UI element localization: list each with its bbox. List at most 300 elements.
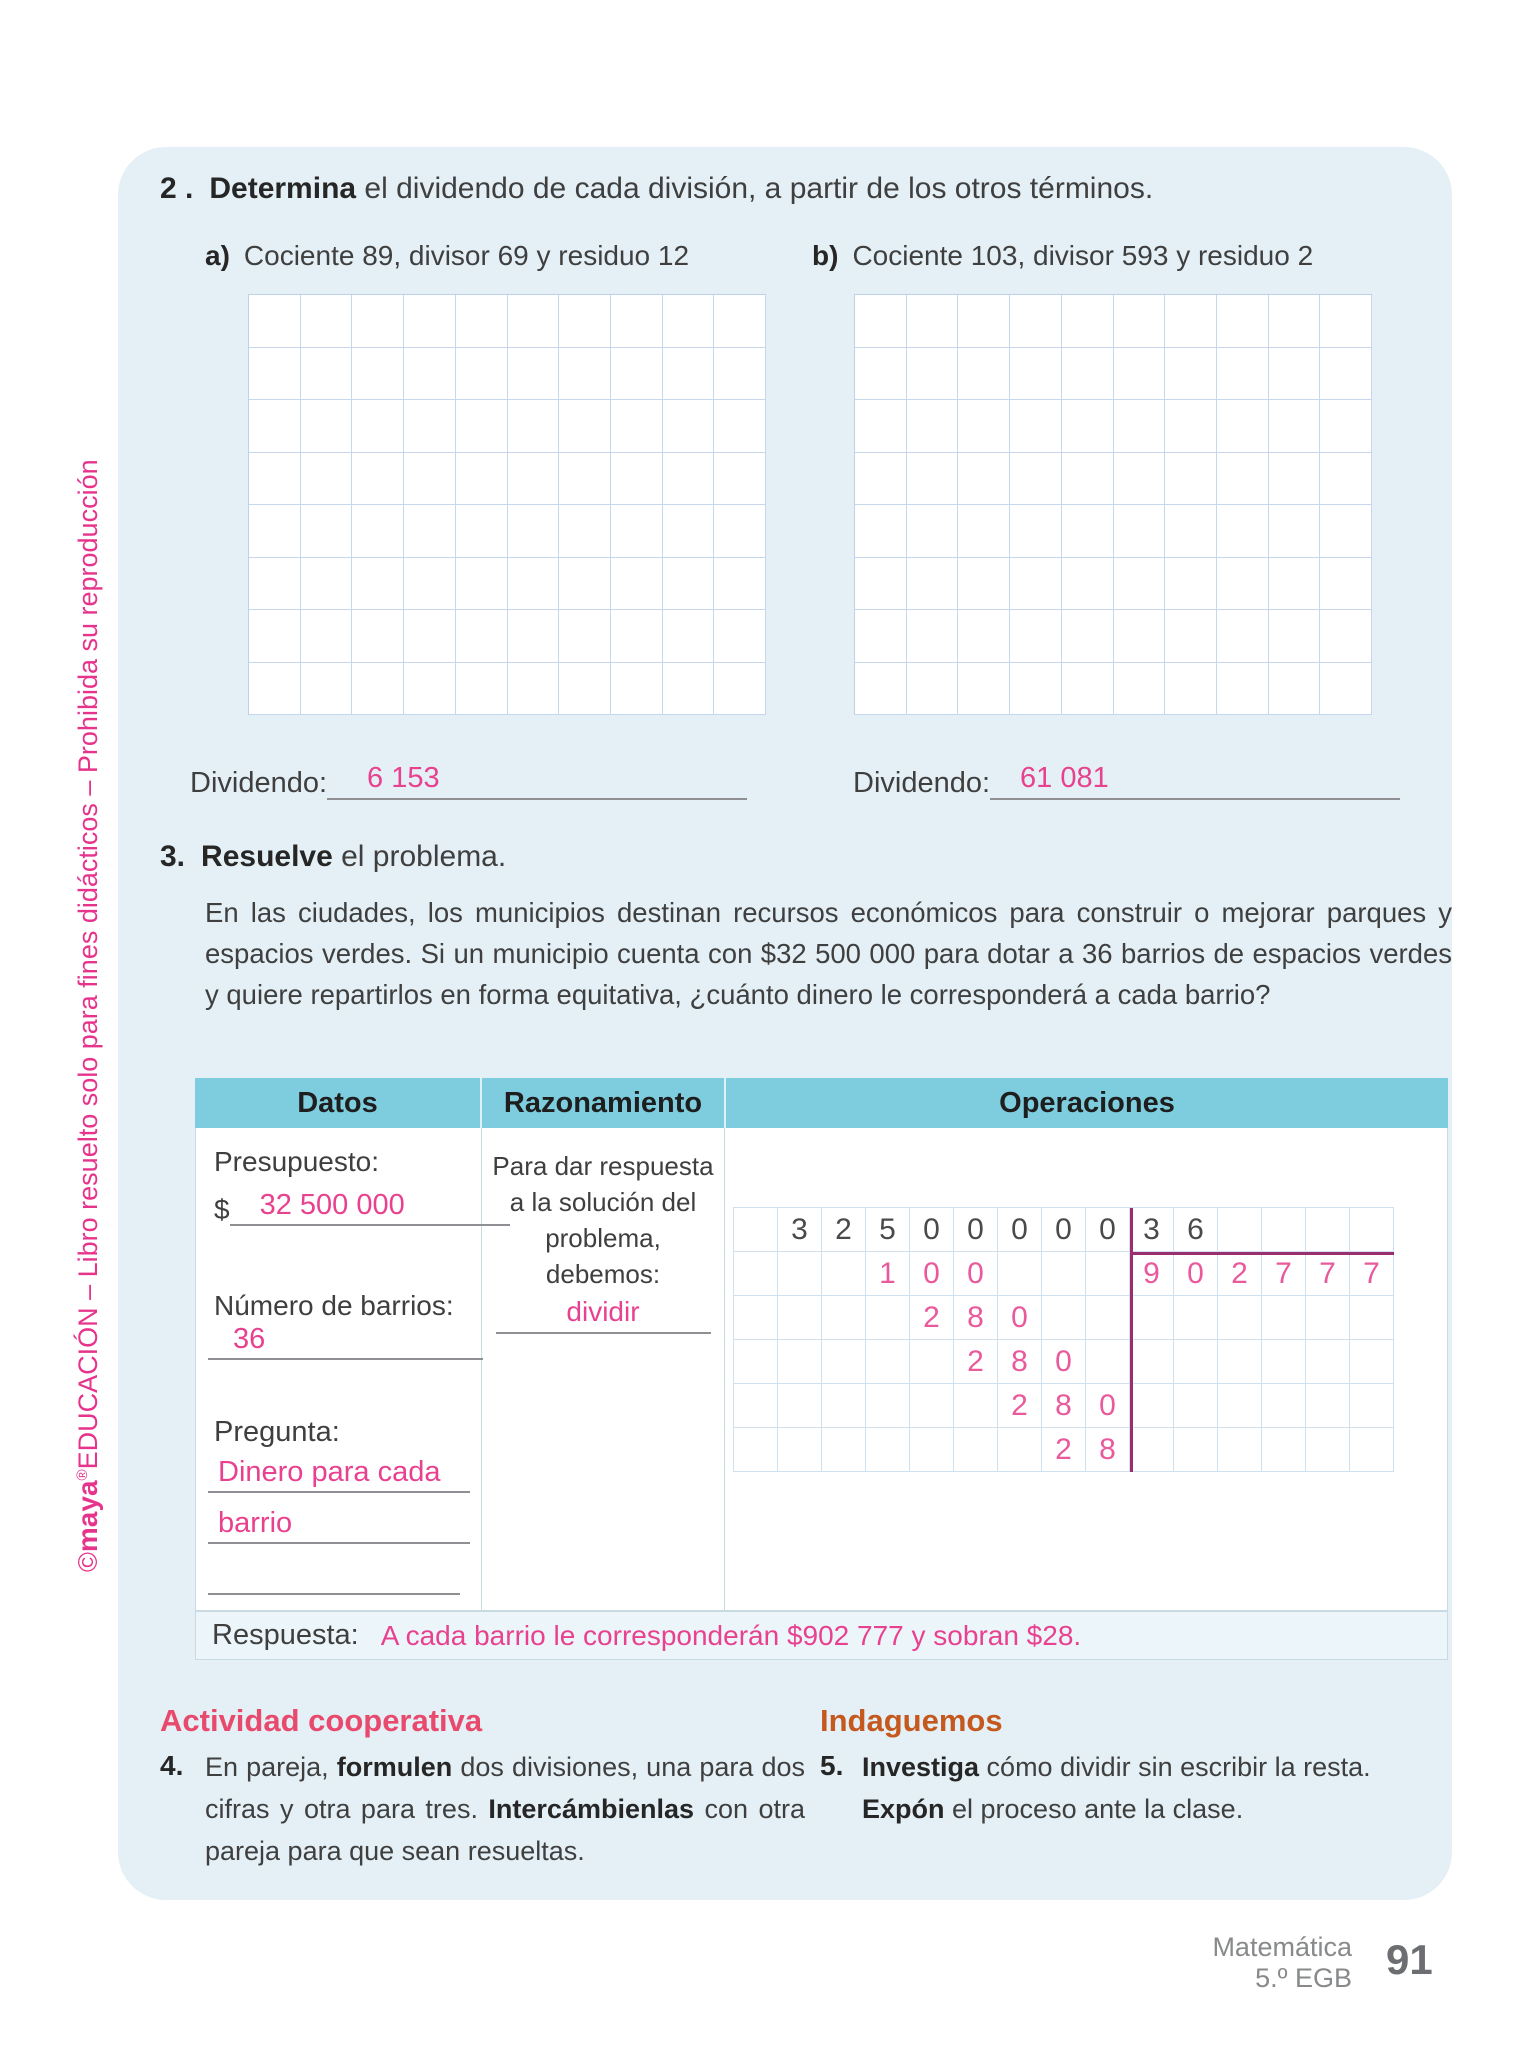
- grid-cell: [714, 610, 766, 663]
- grid-cell: [611, 400, 663, 453]
- grid-cell: [1010, 453, 1062, 506]
- pregunta-line-3-empty: [208, 1565, 460, 1595]
- grid-cell: [249, 400, 301, 453]
- grid-cell: [1269, 663, 1321, 716]
- presupuesto-label: Presupuesto:: [214, 1146, 379, 1177]
- division-grid-cell: [822, 1428, 866, 1472]
- division-grid-cell: 3: [1130, 1208, 1174, 1252]
- copyright-symbol: ©: [73, 1552, 103, 1572]
- grid-cell: [404, 295, 456, 348]
- division-grid-cell: 0: [1174, 1252, 1218, 1296]
- grid-cell: [508, 558, 560, 611]
- exercise-2-verb: Determina: [209, 172, 357, 205]
- grid-cell: [559, 505, 611, 558]
- division-grid-cell: [1086, 1252, 1130, 1296]
- razonamiento-line-1: Para dar respuesta: [492, 1151, 714, 1181]
- grid-cell: [1269, 505, 1321, 558]
- grid-cell: [1217, 558, 1269, 611]
- grid-cell: [611, 505, 663, 558]
- division-grid-cell: [1174, 1340, 1218, 1384]
- exercise-3-number: 3.: [160, 840, 186, 873]
- grid-cell: [958, 505, 1010, 558]
- grid-cell: [907, 295, 959, 348]
- grid-cell: [559, 558, 611, 611]
- grid-cell: [249, 558, 301, 611]
- division-grid-cell: [822, 1296, 866, 1340]
- grid-cell: [1062, 505, 1114, 558]
- item-5-t1: cómo dividir sin escribir la resta.: [979, 1752, 1371, 1782]
- grid-cell: [1062, 610, 1114, 663]
- header-datos: Datos: [195, 1078, 482, 1128]
- division-grid-cell: 5: [866, 1208, 910, 1252]
- grid-cell: [1062, 400, 1114, 453]
- division-grid-cell: [734, 1296, 778, 1340]
- division-grid-cell: [1130, 1384, 1174, 1428]
- division-grid-cell: [822, 1340, 866, 1384]
- grid-cell: [1165, 610, 1217, 663]
- grid-cell: [1269, 400, 1321, 453]
- item-b-text: Cociente 103, divisor 593 y residuo 2: [852, 240, 1314, 271]
- grid-cell: [1010, 400, 1062, 453]
- item-4-text: [205, 1746, 805, 1872]
- grid-cell: [907, 505, 959, 558]
- grid-cell: [1114, 348, 1166, 401]
- division-grid-cell: [866, 1428, 910, 1472]
- item-5-t2: el proceso ante la clase.: [944, 1794, 1244, 1824]
- grid-cell: [1269, 348, 1321, 401]
- grid-cell: [1114, 663, 1166, 716]
- division-grid-cell: [1306, 1340, 1350, 1384]
- division-grid-cell: [954, 1384, 998, 1428]
- publisher-logo-text: maya: [72, 1480, 103, 1553]
- grid-cell: [1165, 663, 1217, 716]
- grid-cell: [559, 663, 611, 716]
- exercise-3-text: el problema.: [332, 840, 507, 873]
- grid-cell: [1217, 453, 1269, 506]
- copyright-text: – Libro resuelto solo para fines didácticos – Prohibida su reproducción: [73, 459, 103, 1308]
- grid-cell: [1114, 453, 1166, 506]
- grid-cell: [508, 400, 560, 453]
- pregunta-value-2: barrio: [208, 1507, 470, 1544]
- division-grid-cell: 8: [998, 1340, 1042, 1384]
- grid-cell: [1320, 295, 1372, 348]
- solution-table: [195, 1078, 1448, 1660]
- grid-cell: [907, 400, 959, 453]
- razonamiento-line-4: debemos:: [545, 1259, 661, 1289]
- division-grid-cell: [734, 1384, 778, 1428]
- item-a-label: a): [205, 240, 230, 271]
- grid-cell: [301, 505, 353, 558]
- division-grid-cell: 0: [998, 1208, 1042, 1252]
- grid-cell: [301, 558, 353, 611]
- grid-cell: [352, 610, 404, 663]
- grid-cell: [404, 663, 456, 716]
- pregunta-value-1: Dinero para cada: [208, 1456, 470, 1493]
- division-grid-cell: 0: [1086, 1208, 1130, 1252]
- grid-cell: [456, 505, 508, 558]
- division-grid-cell: [1218, 1384, 1262, 1428]
- respuesta-row: [195, 1611, 1448, 1660]
- grid-cell: [352, 558, 404, 611]
- item-b-statement: [812, 240, 1313, 272]
- table-header-row: [195, 1078, 1448, 1128]
- division-grid-cell: [1086, 1340, 1130, 1384]
- item-5-number: 5.: [820, 1750, 844, 1781]
- barrios-label: Número de barrios:: [214, 1290, 454, 1321]
- division-grid-cell: 8: [954, 1296, 998, 1340]
- grid-cell: [404, 453, 456, 506]
- grid-cell: [611, 663, 663, 716]
- grid-cell: [1165, 453, 1217, 506]
- dividendo-answer-b: [853, 762, 1400, 800]
- grid-cell: [1062, 558, 1114, 611]
- grid-cell: [1269, 558, 1321, 611]
- razonamiento-line-2: a la solución del: [509, 1187, 697, 1217]
- grid-cell: [907, 558, 959, 611]
- division-grid-cell: 8: [1042, 1384, 1086, 1428]
- division-grid-cell: 0: [910, 1252, 954, 1296]
- grid-cell: [508, 295, 560, 348]
- division-grid-cell: 6: [1174, 1208, 1218, 1252]
- grid-cell: [1010, 348, 1062, 401]
- grid-cell: [1320, 610, 1372, 663]
- practice-grid-b: [854, 294, 1372, 715]
- grid-cell: [1269, 453, 1321, 506]
- division-grid-cell: 0: [1042, 1340, 1086, 1384]
- division-grid-cell: 0: [954, 1208, 998, 1252]
- grid-cell: [611, 610, 663, 663]
- grid-cell: [508, 663, 560, 716]
- grid-cell: [663, 295, 715, 348]
- grid-cell: [352, 295, 404, 348]
- division-grid-cell: 0: [910, 1208, 954, 1252]
- grid-cell: [1165, 400, 1217, 453]
- grid-cell: [1217, 348, 1269, 401]
- grid-cell: [404, 558, 456, 611]
- division-grid-cell: [1174, 1428, 1218, 1472]
- grid-cell: [559, 348, 611, 401]
- division-grid-cell: 7: [1306, 1252, 1350, 1296]
- grid-cell: [611, 453, 663, 506]
- grid-cell: [663, 400, 715, 453]
- grid-cell: [1320, 505, 1372, 558]
- grid-cell: [404, 505, 456, 558]
- item-a-text: Cociente 89, divisor 69 y residuo 12: [243, 240, 690, 271]
- division-grid-cell: 7: [1262, 1252, 1306, 1296]
- division-grid-cell: [778, 1252, 822, 1296]
- grid-cell: [301, 295, 353, 348]
- grid-cell: [352, 400, 404, 453]
- grid-cell: [958, 453, 1010, 506]
- division-grid-cell: [866, 1340, 910, 1384]
- registered-symbol: ®: [74, 1469, 91, 1481]
- respuesta-value: A cada barrio le corresponderán $902 777 y sobran $28.: [380, 1619, 1082, 1651]
- grid-cell: [1320, 348, 1372, 401]
- division-grid-cell: [1218, 1428, 1262, 1472]
- division-grid-cell: [1174, 1296, 1218, 1340]
- division-grid-cell: [1350, 1208, 1394, 1252]
- division-grid-cell: [1218, 1340, 1262, 1384]
- grid-cell: [404, 348, 456, 401]
- item-5-text: [862, 1746, 1457, 1830]
- division-grid-cell: [1086, 1296, 1130, 1340]
- grid-cell: [1320, 400, 1372, 453]
- item-b-label: b): [812, 240, 839, 271]
- header-razonamiento: Razonamiento: [482, 1078, 726, 1128]
- pregunta-label: Pregunta:: [214, 1416, 340, 1448]
- division-grid-cell: [998, 1252, 1042, 1296]
- division-grid-cell: 3: [778, 1208, 822, 1252]
- grid-cell: [249, 663, 301, 716]
- division-bracket-vertical-line: [1130, 1208, 1133, 1472]
- grid-cell: [352, 453, 404, 506]
- item-a-statement: [205, 240, 689, 272]
- grid-cell: [456, 610, 508, 663]
- grid-cell: [1269, 295, 1321, 348]
- division-grid-cell: [1306, 1296, 1350, 1340]
- division-grid-cell: [778, 1296, 822, 1340]
- grid-cell: [1320, 663, 1372, 716]
- division-grid-cell: [1350, 1296, 1394, 1340]
- division-grid-cell: [1350, 1384, 1394, 1428]
- pregunta-line-1: [208, 1453, 470, 1493]
- grid-cell: [559, 610, 611, 663]
- grid-cell: [301, 400, 353, 453]
- dividendo-answer-a: [190, 762, 747, 800]
- grid-cell: [714, 558, 766, 611]
- division-grid-cell: [1130, 1340, 1174, 1384]
- grid-cell: [1165, 505, 1217, 558]
- grid-cell: [907, 663, 959, 716]
- grid-cell: [958, 400, 1010, 453]
- grid-cell: [611, 558, 663, 611]
- grid-cell: [249, 453, 301, 506]
- grid-cell: [301, 348, 353, 401]
- division-grid-cell: [1218, 1208, 1262, 1252]
- grid-cell: [855, 348, 907, 401]
- razonamiento-text: [482, 1148, 724, 1334]
- division-grid-cell: 1: [866, 1252, 910, 1296]
- razonamiento-cell: [482, 1128, 725, 1610]
- division-grid-cell: [1174, 1384, 1218, 1428]
- grid-cell: [907, 453, 959, 506]
- grid-cell: [559, 400, 611, 453]
- grid-cell: [663, 505, 715, 558]
- division-grid-cell: [1262, 1296, 1306, 1340]
- item-4-b1: formulen: [336, 1752, 453, 1782]
- item-5-b1: Investiga: [862, 1752, 980, 1782]
- grid-cell: [855, 558, 907, 611]
- barrios-value: 36: [208, 1323, 483, 1360]
- division-grid-cell: 2: [1042, 1428, 1086, 1472]
- grid-cell: [1062, 663, 1114, 716]
- division-grid-cell: 2: [954, 1340, 998, 1384]
- copyright-sidenote: [72, 459, 104, 1572]
- division-grid-cell: [910, 1384, 954, 1428]
- division-grid-cell: [822, 1384, 866, 1428]
- grid-cell: [855, 663, 907, 716]
- grid-cell: [1062, 295, 1114, 348]
- footer-subject: Matemática: [1212, 1932, 1352, 1962]
- division-grid-cell: 0: [998, 1296, 1042, 1340]
- grid-cell: [714, 295, 766, 348]
- grid-cell: [1217, 295, 1269, 348]
- grid-cell: [249, 348, 301, 401]
- division-grid-cell: 0: [954, 1252, 998, 1296]
- respuesta-label: Respuesta:: [212, 1619, 359, 1651]
- division-grid-cell: [866, 1296, 910, 1340]
- grid-cell: [559, 453, 611, 506]
- grid-cell: [907, 348, 959, 401]
- grid-cell: [352, 348, 404, 401]
- division-grid-cell: [778, 1340, 822, 1384]
- grid-cell: [1114, 295, 1166, 348]
- grid-cell: [958, 663, 1010, 716]
- page-number: 91: [1386, 1936, 1433, 1983]
- grid-cell: [1010, 663, 1062, 716]
- grid-cell: [508, 453, 560, 506]
- division-grid-cell: [866, 1384, 910, 1428]
- grid-cell: [301, 663, 353, 716]
- footer-book-info: [1212, 1932, 1352, 1994]
- grid-cell: [1269, 610, 1321, 663]
- division-grid-cell: 7: [1350, 1252, 1394, 1296]
- grid-cell: [456, 453, 508, 506]
- grid-cell: [456, 295, 508, 348]
- division-grid-cell: 2: [1218, 1252, 1262, 1296]
- grid-cell: [249, 505, 301, 558]
- grid-cell: [714, 348, 766, 401]
- grid-cell: [1165, 558, 1217, 611]
- division-grid-cell: 8: [1086, 1428, 1130, 1472]
- grid-cell: [714, 505, 766, 558]
- table-body-row: [195, 1128, 1448, 1611]
- division-grid-cell: [1130, 1296, 1174, 1340]
- grid-cell: [611, 295, 663, 348]
- division-grid-cell: [1262, 1340, 1306, 1384]
- grid-cell: [301, 453, 353, 506]
- grid-cell: [855, 610, 907, 663]
- grid-cell: [456, 663, 508, 716]
- razonamiento-answer: dividir: [496, 1294, 711, 1334]
- division-grid-cell: [1130, 1428, 1174, 1472]
- grid-cell: [855, 400, 907, 453]
- grid-cell: [1165, 348, 1217, 401]
- division-grid-cell: 0: [1042, 1208, 1086, 1252]
- division-grid-cell: [954, 1428, 998, 1472]
- problem-statement: En las ciudades, los municipios destinan recursos económicos para construir o mejorar parques y espacios verdes. Si un municipio cuenta con $32 500 000 para dotar a 36 barrios de espacios verdes y quiere repartirlos en forma equitativa, ¿cuánto dinero le corresponderá a cada barrio?: [205, 897, 1452, 1010]
- grid-cell: [958, 348, 1010, 401]
- grid-cell: [508, 505, 560, 558]
- dividendo-label-a: Dividendo:: [190, 767, 328, 799]
- division-grid-cell: [1350, 1340, 1394, 1384]
- grid-cell: [663, 663, 715, 716]
- division-grid-cell: [1306, 1208, 1350, 1252]
- grid-cell: [249, 295, 301, 348]
- exercise-2-heading: [160, 172, 1153, 206]
- item-4-t2: dos divisiones, una para dos cifras y otra para tres.: [205, 1752, 805, 1824]
- pregunta-line-2: [208, 1504, 470, 1544]
- grid-cell: [907, 610, 959, 663]
- item-4-t3: con otra pareja para que sean resueltas.: [205, 1794, 806, 1866]
- division-grid-cell: [998, 1428, 1042, 1472]
- grid-cell: [508, 348, 560, 401]
- grid-cell: [1217, 505, 1269, 558]
- division-grid-cell: [734, 1428, 778, 1472]
- grid-cell: [456, 400, 508, 453]
- exercise-2-text: el dividendo de cada división, a partir de los otros términos.: [356, 172, 1154, 205]
- grid-cell: [508, 610, 560, 663]
- grid-cell: [1114, 505, 1166, 558]
- grid-cell: [1114, 610, 1166, 663]
- grid-cell: [958, 295, 1010, 348]
- grid-cell: [714, 400, 766, 453]
- division-grid-cell: [910, 1428, 954, 1472]
- division-grid-cell: [1350, 1428, 1394, 1472]
- grid-cell: [456, 348, 508, 401]
- grid-cell: [404, 400, 456, 453]
- division-grid-cell: [1262, 1384, 1306, 1428]
- exercise-3-heading: [160, 840, 506, 874]
- datos-cell: [196, 1128, 482, 1610]
- publisher-name: EDUCACIÓN: [73, 1307, 103, 1470]
- division-grid-cell: [1042, 1252, 1086, 1296]
- grid-cell: [1320, 558, 1372, 611]
- dividendo-label-b: Dividendo:: [853, 767, 991, 799]
- grid-cell: [1010, 610, 1062, 663]
- grid-cell: [663, 348, 715, 401]
- exercise-2-number: 2 .: [160, 172, 194, 205]
- grid-cell: [663, 610, 715, 663]
- grid-cell: [1320, 453, 1372, 506]
- division-grid-cell: [822, 1252, 866, 1296]
- grid-cell: [714, 453, 766, 506]
- division-grid-cell: [910, 1340, 954, 1384]
- grid-cell: [1062, 453, 1114, 506]
- division-grid-cell: [1262, 1208, 1306, 1252]
- barrios-line: [208, 1320, 483, 1360]
- division-grid-cell: [734, 1208, 778, 1252]
- actividad-cooperativa-heading: Actividad cooperativa: [160, 1703, 483, 1738]
- grid-cell: [855, 295, 907, 348]
- grid-cell: [1114, 400, 1166, 453]
- grid-cell: [352, 663, 404, 716]
- division-grid-cell: [778, 1428, 822, 1472]
- division-grid-cell: [734, 1340, 778, 1384]
- item-4-number: 4.: [160, 1750, 184, 1781]
- presupuesto-value: 32 500 000: [230, 1189, 510, 1226]
- razonamiento-line-3: problema,: [545, 1223, 661, 1253]
- grid-cell: [663, 558, 715, 611]
- grid-cell: [249, 610, 301, 663]
- division-grid-cell: [1262, 1428, 1306, 1472]
- footer-grade: 5.º EGB: [1255, 1963, 1352, 1993]
- grid-cell: [559, 295, 611, 348]
- division-grid-cell: [1042, 1296, 1086, 1340]
- grid-cell: [1114, 558, 1166, 611]
- grid-cell: [404, 610, 456, 663]
- currency-symbol: $: [214, 1194, 230, 1225]
- grid-cell: [456, 558, 508, 611]
- header-operaciones: Operaciones: [999, 1086, 1175, 1119]
- grid-cell: [1010, 295, 1062, 348]
- grid-cell: [714, 663, 766, 716]
- division-grid-cell: 0: [1086, 1384, 1130, 1428]
- division-grid-cell: 2: [822, 1208, 866, 1252]
- operaciones-cell: [725, 1128, 1447, 1610]
- item-4-b2: Intercámbienlas: [488, 1794, 695, 1824]
- grid-cell: [352, 505, 404, 558]
